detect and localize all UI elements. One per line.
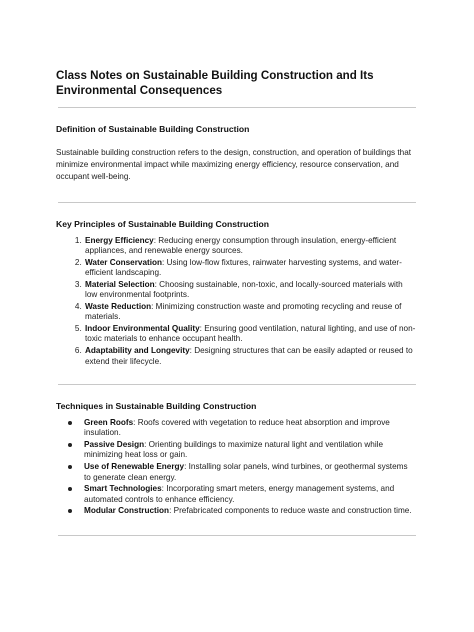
item-description: : Roofs covered with vegetation to reduce heat absorption and improve insulation. bbox=[84, 417, 390, 438]
item-term: Passive Design bbox=[84, 440, 145, 450]
list-item bbox=[84, 346, 416, 367]
item-term: Adaptability and Longevity bbox=[85, 346, 190, 356]
item-term: Green Roofs bbox=[84, 417, 134, 427]
divider bbox=[58, 107, 416, 108]
item-description: : Reducing energy consumption through insulation, energy-efficient appliances, and renewable energy sources. bbox=[85, 235, 397, 256]
item-term: Waste Reduction bbox=[85, 301, 152, 311]
bullet-icon bbox=[68, 465, 72, 469]
item-description: : Ensuring good ventilation, natural lighting, and use of non-toxic materials to enhance occupant health. bbox=[85, 324, 416, 344]
list-item bbox=[84, 236, 416, 257]
item-description: : Using low-flow fixtures, rainwater harvesting systems, and water-efficient landscaping. bbox=[85, 257, 402, 278]
item-term: Use of Renewable Energy bbox=[84, 462, 185, 472]
bullet-icon bbox=[68, 487, 72, 491]
item-description: : Incorporating smart meters, energy management systems, and automated controls to enhance efficiency. bbox=[84, 484, 395, 504]
item-term: Smart Technologies bbox=[84, 484, 162, 494]
principles-heading: Key Principles of Sustainable Building Construction bbox=[56, 218, 269, 229]
techniques-heading: Techniques in Sustainable Building Construction bbox=[56, 400, 257, 411]
list-item bbox=[84, 324, 416, 345]
item-term: Indoor Environmental Quality bbox=[85, 324, 200, 334]
item-term: Modular Construction bbox=[84, 506, 170, 516]
item-description: : Orienting buildings to maximize natural light and ventilation while minimizing heat loss or gain. bbox=[84, 440, 384, 460]
list-item bbox=[84, 462, 416, 483]
bullet-icon bbox=[68, 443, 72, 447]
list-item bbox=[84, 418, 416, 439]
divider bbox=[58, 384, 416, 385]
definition-paragraph: Sustainable building construction refers to the design, construction, and operation of buildings that minimize environmental impact while maximizing energy efficiency, resource conservation, and occupant well-being. bbox=[56, 148, 412, 182]
divider bbox=[58, 202, 416, 203]
techniques-list bbox=[56, 418, 416, 517]
document-title: Class Notes on Sustainable Building Construction and Its Environmental Consequences bbox=[56, 69, 374, 97]
item-term: Water Conservation bbox=[85, 257, 163, 267]
item-description: : Installing solar panels, wind turbines, or geothermal systems to generate clean energy. bbox=[84, 462, 408, 482]
list-item bbox=[84, 280, 416, 301]
list-item bbox=[84, 258, 416, 279]
item-description: : Designing structures that can be easily adapted or reused to extend their lifecycle. bbox=[85, 346, 413, 366]
list-item bbox=[84, 484, 416, 505]
list-item bbox=[84, 440, 416, 461]
bullet-icon bbox=[68, 421, 72, 425]
bullet-icon bbox=[68, 509, 72, 513]
item-description: : Minimizing construction waste and promoting recycling and reuse of materials. bbox=[85, 301, 402, 322]
item-term: Energy Efficiency bbox=[85, 235, 154, 245]
list-item bbox=[84, 506, 416, 516]
item-description: : Choosing sustainable, non-toxic, and locally-sourced materials with low environmental footprints. bbox=[85, 279, 403, 300]
divider bbox=[58, 535, 416, 536]
list-item bbox=[84, 302, 416, 323]
item-description: : Prefabricated components to reduce waste and construction time. bbox=[169, 506, 412, 516]
definition-heading: Definition of Sustainable Building Construction bbox=[56, 124, 250, 134]
principles-list bbox=[56, 236, 416, 367]
item-term: Material Selection bbox=[85, 279, 155, 289]
